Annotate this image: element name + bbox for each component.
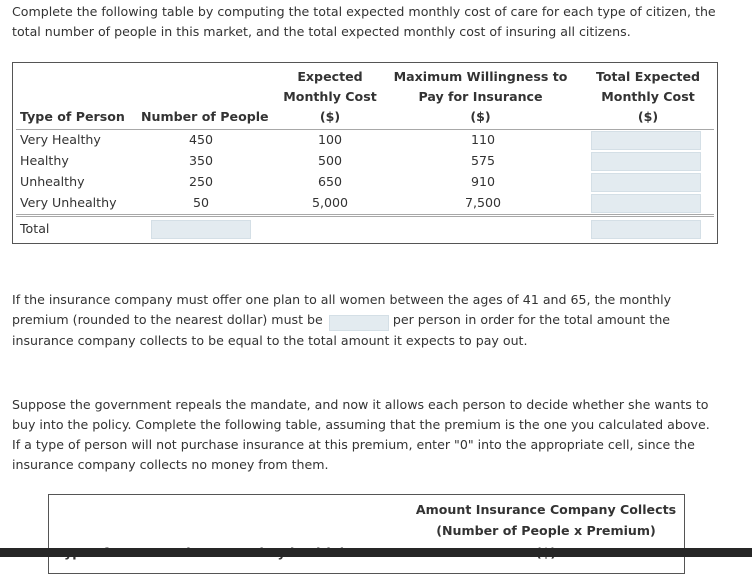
row-type-healthy: Healthy [20,153,69,168]
cost-table [12,62,718,244]
header-number-of-people: Number of People [141,109,269,124]
row-total-label: Total [20,221,50,236]
row-cost-healthy: 500 [317,153,343,168]
header-expected-cost-line3: ($) [319,109,341,124]
header-willingness-line1: Maximum Willingness to [393,69,568,84]
header-willingness-line2: Pay for Insurance [418,89,543,104]
premium-input[interactable] [329,315,389,331]
premium-text-before: If the insurance company must offer one plan to all women between the ages of 41 and 65, the monthly premium (rounded to the nearest dollar) must be [12,292,672,327]
header-total-cost-line2: Monthly Cost [601,89,695,104]
premium-question [12,290,718,351]
row-number-very-healthy: 450 [188,132,214,147]
total-cost-input-very-unhealthy[interactable] [591,194,701,213]
total-cost-input-unhealthy[interactable] [591,173,701,192]
header-expected-cost-line1: Expected [297,69,363,84]
row-wtp-very-healthy: 110 [470,132,496,147]
header-willingness-line3: ($) [470,109,491,124]
header-type-of-person: Type of Person [20,109,125,124]
header-total-cost-line3: ($) [637,109,659,124]
row-wtp-very-unhealthy: 7,500 [464,195,502,210]
row-wtp-unhealthy: 910 [470,174,496,189]
total-people-input[interactable] [151,220,251,239]
row-cost-very-healthy: 100 [317,132,343,147]
row-cost-very-unhealthy: 5,000 [311,195,349,210]
total-cost-input-healthy[interactable] [591,152,701,171]
total-divider [16,214,714,217]
total-cost-input-very-healthy[interactable] [591,131,701,150]
row-type-very-healthy: Very Healthy [20,132,101,147]
repeal-instructions: Suppose the government repeals the mandate, and now it allows each person to decide whether she wants to buy into the policy. Complete the following table, assuming that the premium is the one you calculated above. If a type of person will not purchase insurance at this premium, enter "0" into the appropriate cell, since the insurance company collects no money from them. [12,397,710,472]
collection-table [48,494,685,574]
row-type-very-unhealthy: Very Unhealthy [20,195,117,210]
header-expected-cost-line2: Monthly Cost [283,89,377,104]
total-cost-input-all[interactable] [591,220,701,239]
header-amount-collected-line1: Amount Insurance Company Collects [415,502,677,517]
row-number-very-unhealthy: 50 [192,195,210,210]
bottom-taskbar [0,548,752,557]
instructions-text: Complete the following table by computing the total expected monthly cost of care for each type of citizen, the total number of people in this market, and the total expected monthly cost of insuring all citizens. [12,4,716,39]
premium-text-after: per person in order for the total amount the insurance company collects to be equal to the total amount it expects to pay out. [12,312,671,348]
row-type-unhealthy: Unhealthy [20,174,85,189]
row-cost-unhealthy: 650 [317,174,343,189]
header-amount-collected-line2: (Number of People x Premium) [436,523,656,538]
row-wtp-healthy: 575 [470,153,496,168]
row-number-healthy: 350 [188,153,214,168]
row-number-unhealthy: 250 [188,174,214,189]
header-total-cost-line1: Total Expected [595,69,701,84]
